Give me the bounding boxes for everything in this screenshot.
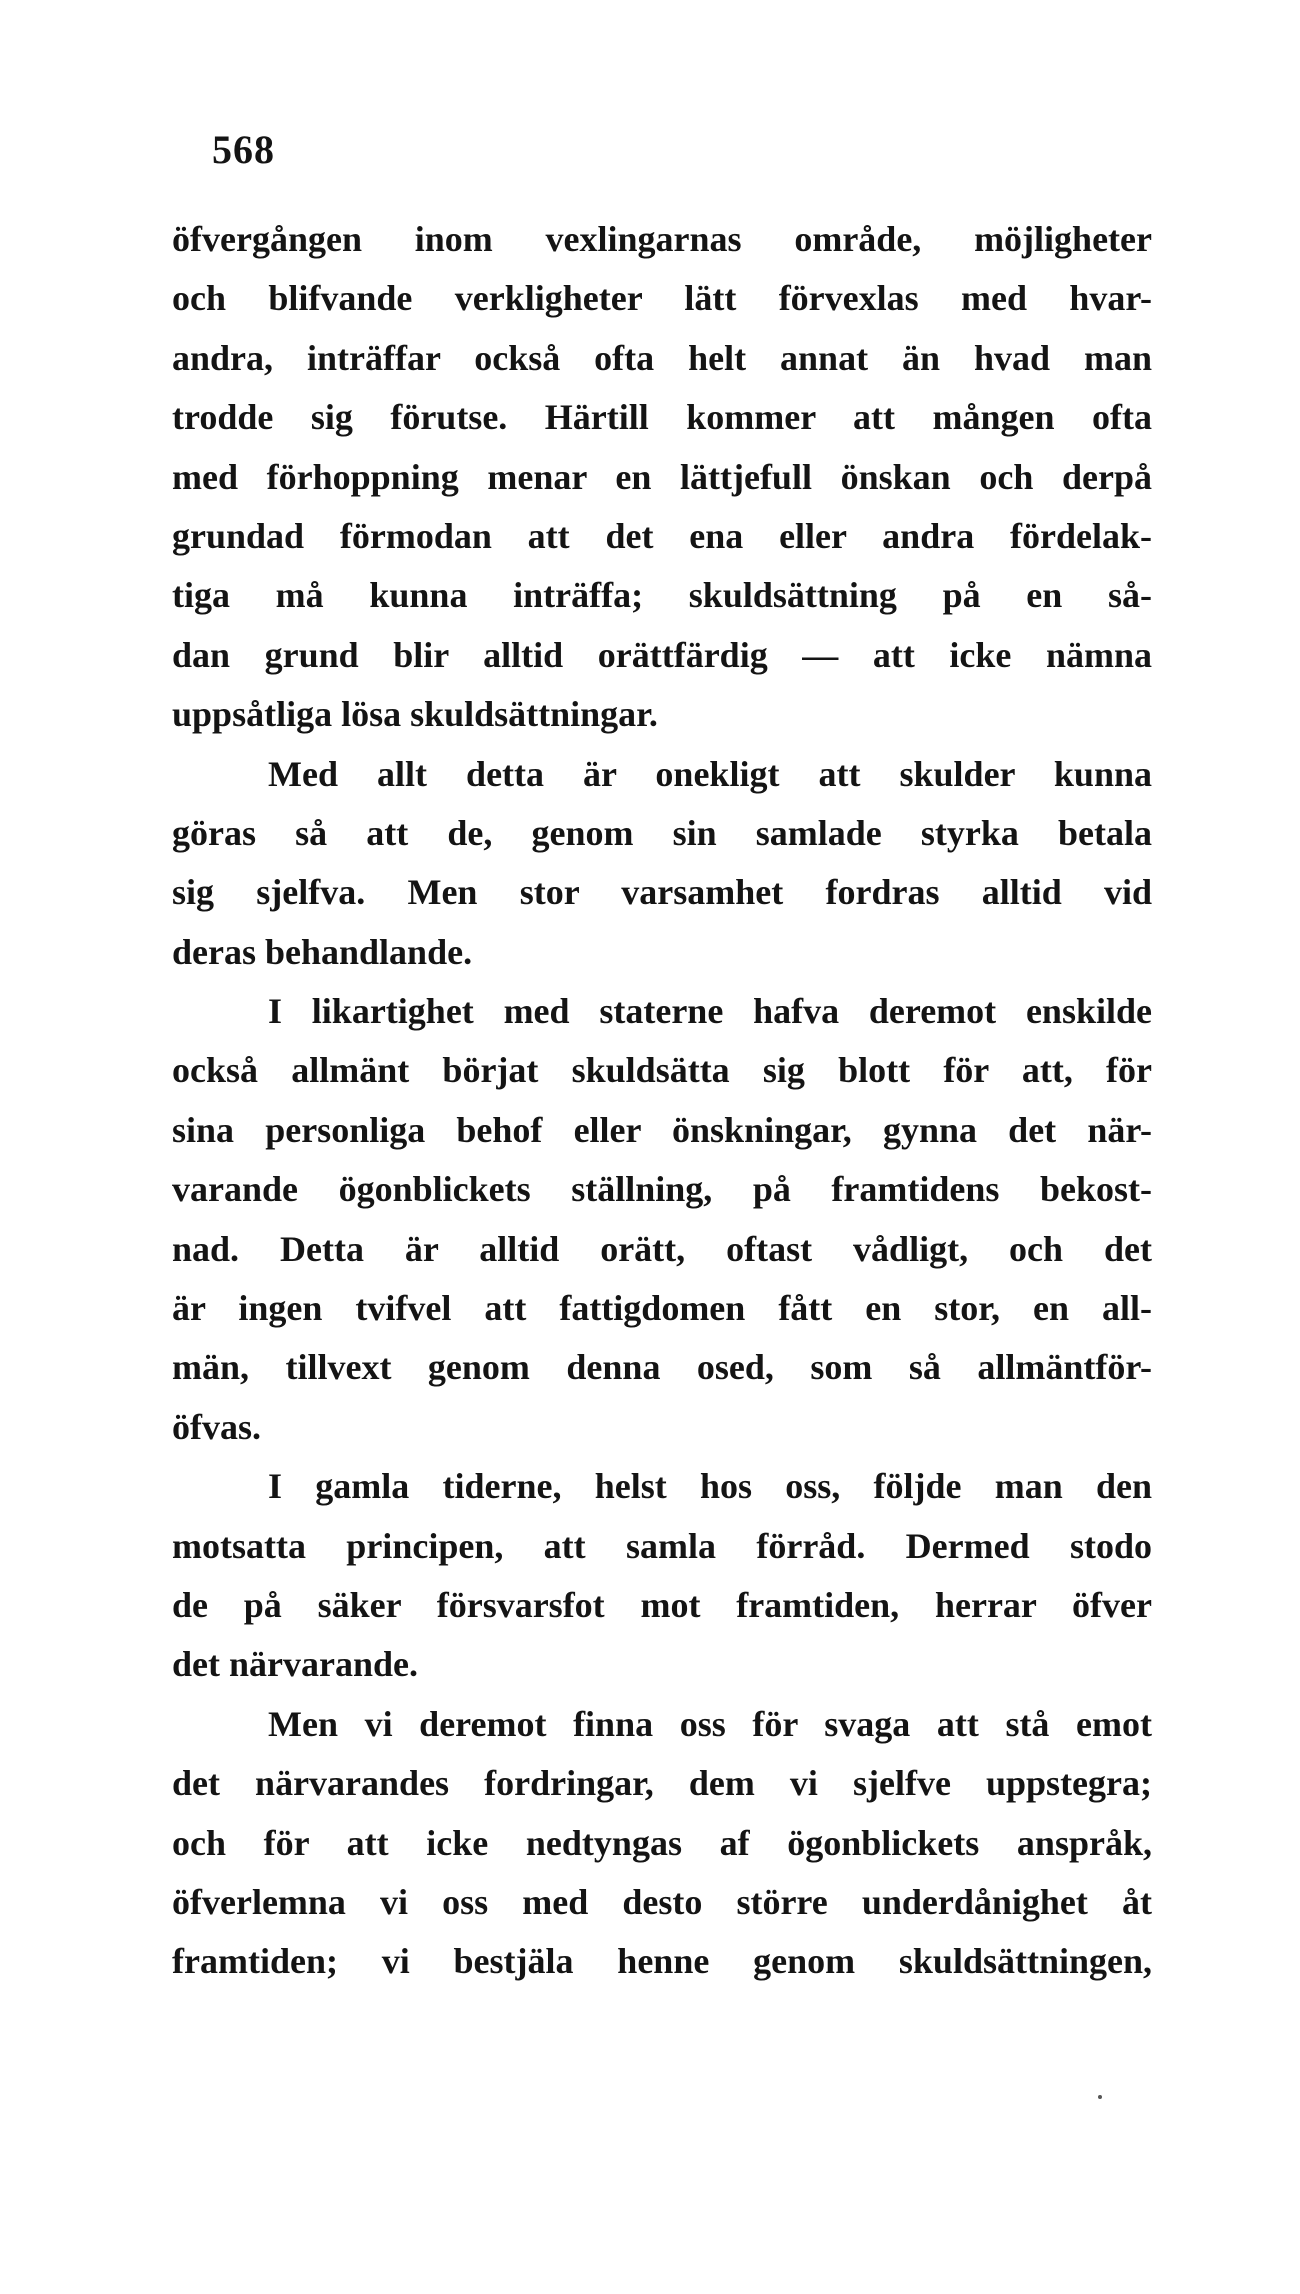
text-line: sig sjelfva. Men stor varsamhet fordras alltid vid [172, 872, 1152, 913]
paragraph-first-line: I gamla tiderne, helst hos oss, följde man den [268, 1466, 1152, 1507]
text-line: varande ögonblickets ställning, på framtidens bekost- [172, 1169, 1152, 1210]
text-line: och för att icke nedtyngas af ögonblickets anspråk, [172, 1822, 1152, 1863]
text-line: sina personliga behof eller önskningar, gynna det när- [172, 1109, 1152, 1150]
text-line: öfvergången inom vexlingarnas område, möjligheter [172, 219, 1152, 259]
text-line: män, tillvext genom denna osed, som så allmäntför- [172, 1347, 1152, 1388]
text-line: göras så att de, genom sin samlade styrka betala [172, 812, 1152, 853]
scan-speck [1098, 2095, 1102, 2099]
text-line: och blifvande verkligheter lätt förvexlas med hvar- [172, 278, 1152, 319]
text-line: dan grund blir alltid orättfärdig — att icke nämna [172, 634, 1152, 675]
paragraph-first-line: Men vi deremot finna oss för svaga att stå emot [268, 1703, 1152, 1744]
text-line: öfvas. [172, 1406, 261, 1447]
body-text [172, 210, 1152, 1992]
paragraph-first-line: Med allt detta är onekligt att skulder kunna [268, 753, 1152, 794]
paragraph-first-line: I likartighet med staterne hafva deremot enskilde [268, 991, 1152, 1032]
text-line: med förhoppning menar en lättjefull önskan och derpå [172, 456, 1152, 497]
text-line: nad. Detta är alltid orätt, oftast vådligt, och det [172, 1228, 1152, 1269]
text-line: är ingen tvifvel att fattigdomen fått en stor, en all- [172, 1288, 1152, 1329]
text-line: de på säker försvarsfot mot framtiden, herrar öfver [172, 1584, 1152, 1625]
text-line: grundad förmodan att det ena eller andra fördelak- [172, 515, 1152, 556]
page-number: 568 [212, 127, 275, 172]
text-line: andra, inträffar också ofta helt annat än hvad man [172, 337, 1152, 378]
text-line: framtiden; vi bestjäla henne genom skuldsättningen, [172, 1941, 1152, 1982]
text-line: uppsåtliga lösa skuldsättningar. [172, 694, 658, 735]
text-line: motsatta principen, att samla förråd. Dermed stodo [172, 1525, 1152, 1566]
text-line: deras behandlande. [172, 931, 473, 972]
text-line: det närvarandes fordringar, dem vi sjelfve uppstegra; [172, 1763, 1152, 1804]
text-line: tiga må kunna inträffa; skuldsättning på en så- [172, 575, 1152, 616]
text-line: öfverlemna vi oss med desto större underdånighet åt [172, 1881, 1152, 1922]
text-line: trodde sig förutse. Härtill kommer att mången ofta [172, 397, 1152, 438]
text-line: det närvarande. [172, 1644, 418, 1685]
text-line: också allmänt börjat skuldsätta sig blott för att, för [172, 1050, 1152, 1091]
